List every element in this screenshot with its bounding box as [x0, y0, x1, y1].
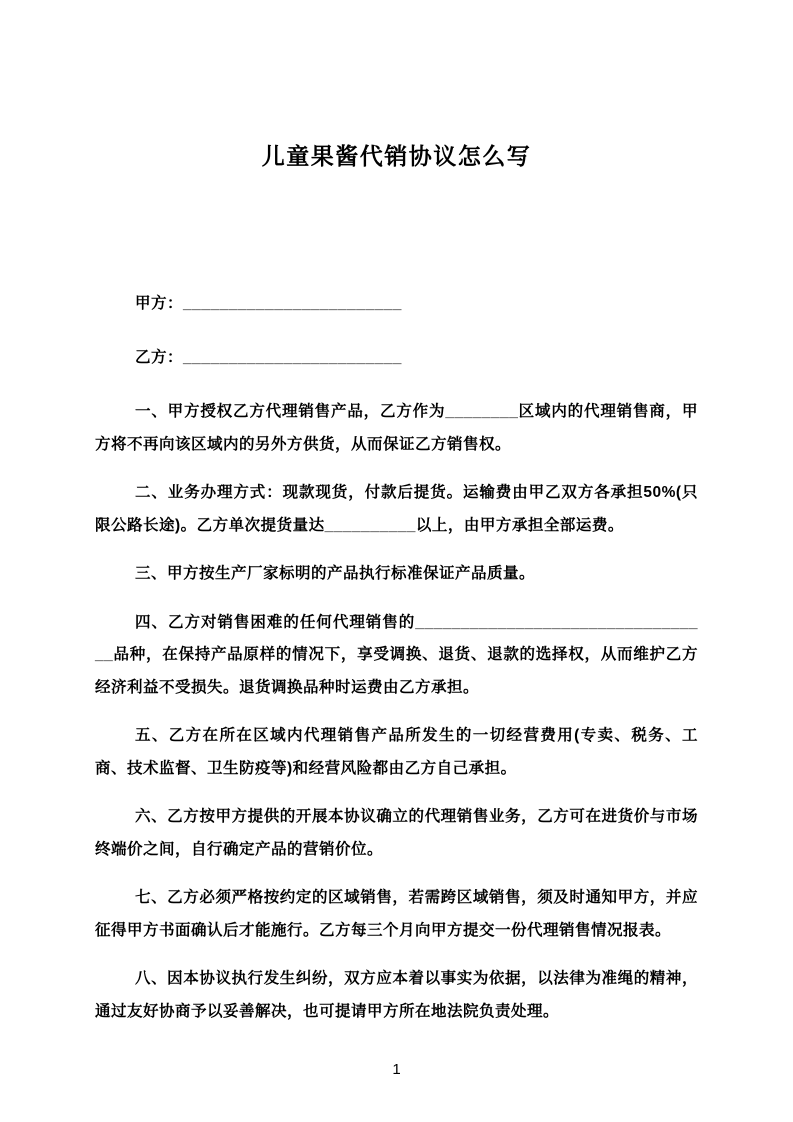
clause-2: 二、业务办理方式：现款现货，付款后提货。运输费由甲乙双方各承担50%(只限公路长途)。乙方单次提货量达__________以上，由甲方承担全部运费。 [95, 484, 698, 534]
document-title: 儿童果酱代销协议怎么写 [261, 143, 532, 169]
page-number: 1 [392, 1061, 401, 1078]
clause-6: 六、乙方按甲方提供的开展本协议确立的代理销售业务，乙方可在进货价与市场终端价之间，自行确定产品的营销价位。 [95, 808, 698, 858]
clause-5: 五、乙方在所在区域内代理销售产品所发生的一切经营费用(专卖、税务、工商、技术监督、卫生防疫等)和经营风险都由乙方自己承担。 [95, 727, 698, 777]
clause-4: 四、乙方对销售困难的任何代理销售的_________________________________品种，在保持产品原样的情况下，享受调换、退货、退款的选择权，从而维护乙方经济利益不受损失。退货调换品种时运费由乙方承担。 [95, 613, 698, 696]
party-b-line: 乙方：________________________ [135, 349, 402, 366]
clause-1: 一、甲方授权乙方代理销售产品，乙方作为________区域内的代理销售商，甲方将不再向该区域内的另外方供货，从而保证乙方销售权。 [95, 403, 698, 453]
party-a-line: 甲方：________________________ [135, 295, 402, 312]
clause-3: 三、甲方按生产厂家标明的产品执行标准保证产品质量。 [135, 565, 536, 582]
clause-8: 八、因本协议执行发生纠纷，双方应本着以事实为依据，以法律为准绳的精神，通过友好协商予以妥善解决，也可提请甲方所在地法院负责处理。 [95, 970, 698, 1020]
clause-7: 七、乙方必须严格按约定的区域销售，若需跨区域销售，须及时通知甲方，并应征得甲方书面确认后才能施行。乙方每三个月向甲方提交一份代理销售情况报表。 [95, 889, 698, 939]
